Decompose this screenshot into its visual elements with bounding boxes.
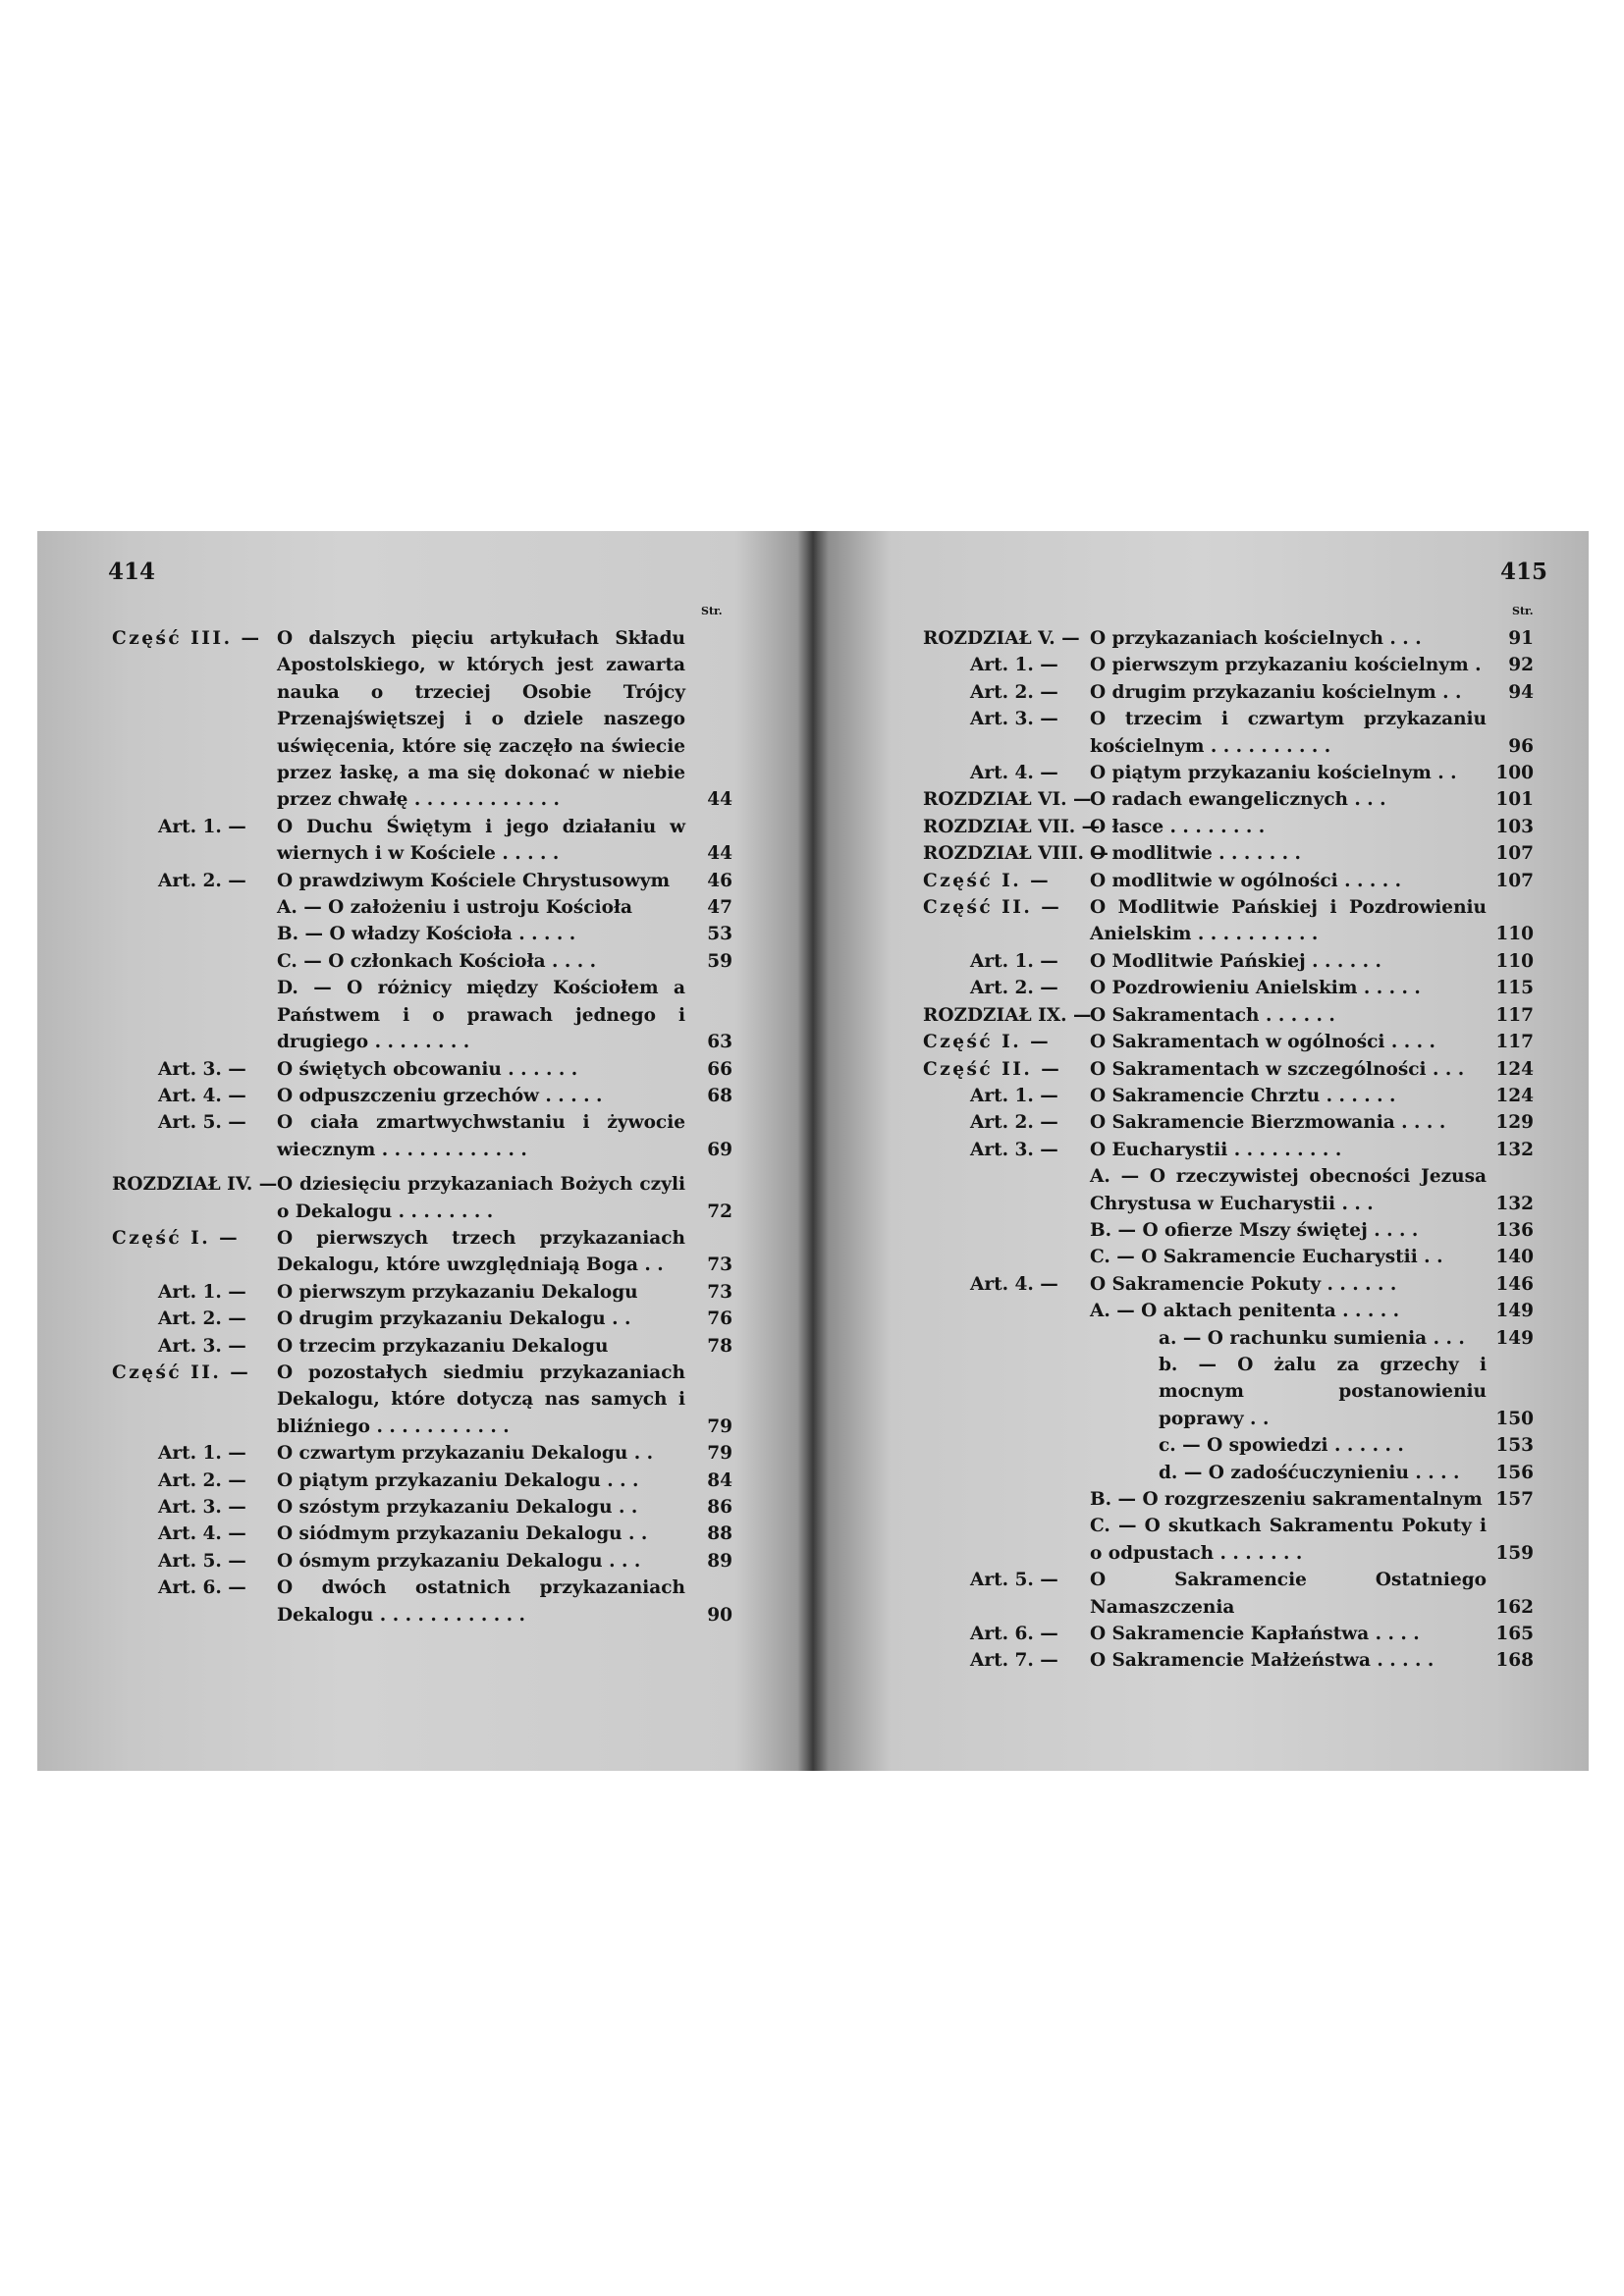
toc-entry-page: 146 (1495, 1273, 1534, 1295)
toc-entry (923, 1002, 1534, 1029)
toc-entry-page: 159 (1495, 1542, 1534, 1564)
toc-entry-label: ROZDZIAŁ VII. — (923, 816, 1101, 837)
toc-entry-title: A. — O rzeczywistej obecności Jezusa Chrystusa w Eucharystii . . . (1090, 1166, 1487, 1214)
toc-entry-label: Część II. — (923, 897, 1062, 919)
toc-entry-label (112, 921, 277, 947)
toc-entry-label: Część II. — (112, 1362, 251, 1383)
toc-entry-title: O drugim przykazaniu Dekalogu . . (277, 1308, 631, 1330)
toc-entry-title: B. — O ofierze Mszy świętej . . . . (1090, 1219, 1419, 1241)
toc-entry-page: 72 (707, 1201, 732, 1222)
toc-entry (923, 1083, 1534, 1109)
toc-entry-label: Art. 3. — (158, 1335, 246, 1357)
toc-entry-label (923, 1217, 1090, 1244)
toc-entry-page: 78 (707, 1335, 732, 1357)
toc-entry-title: O Sakramencie Kapłaństwa . . . . (1090, 1624, 1420, 1645)
toc-entry (112, 1575, 732, 1629)
toc-entry (112, 868, 732, 894)
toc-entry-page: 156 (1495, 1462, 1534, 1483)
toc-entry-title: O Pozdrowieniu Anielskim . . . . . (1090, 978, 1421, 999)
toc-entry (112, 921, 732, 947)
toc-entry-label: Art. 1. — (970, 655, 1058, 676)
toc-entry-title: O łasce . . . . . . . . (1090, 816, 1266, 837)
toc-entry-label: Art. 2. — (970, 978, 1058, 999)
toc-entry-page: 103 (1495, 816, 1534, 837)
toc-entry-label: Art. 1. — (158, 1443, 246, 1465)
toc-entry (923, 1567, 1534, 1621)
toc-entry-title: O pierwszych trzech przykazaniach Dekalogu, które uwzględniają Boga . . (277, 1227, 685, 1276)
toc-entry-page: 149 (1495, 1327, 1534, 1349)
toc-entry (923, 1621, 1534, 1647)
toc-entry-page: 110 (1495, 924, 1534, 945)
toc-entry-title: O dalszych pięciu artykułach Składu Apostolskiego, w których jest zawarta nauka o trzeciej Osobie Trójcy Przenajświętszej i o dziele naszego uświęcenia, które się zaczęło na świecie przez łaskę, a ma się dokonać w niebie przez chwałę . . . . . . . . . . . . (277, 628, 685, 811)
toc-entry (923, 1298, 1534, 1324)
toc-entry (923, 1486, 1534, 1513)
toc-entry-page: 73 (707, 1281, 732, 1303)
page-number: 415 (1500, 559, 1548, 585)
toc-entry-label: Art. 2. — (158, 1469, 246, 1491)
toc-entry (112, 814, 732, 868)
toc-entry (112, 1333, 732, 1360)
toc-entry (923, 975, 1534, 1001)
toc-entry-label: Art. 1. — (158, 1281, 246, 1303)
toc-entry (112, 1083, 732, 1109)
toc-entry-page: 94 (1508, 681, 1534, 703)
toc-entry-page: 110 (1495, 950, 1534, 972)
toc-entry (923, 1647, 1534, 1674)
toc-entry-label: ROZDZIAŁ IX. — (923, 1004, 1092, 1026)
toc-entry-page: 76 (707, 1308, 732, 1330)
toc-entry (923, 814, 1534, 840)
toc-entry-title: O trzecim i czwartym przykazaniu kościelnym . . . . . . . . . . (1090, 709, 1487, 757)
toc-entry-title: O Sakramencie Ostatniego Namaszczenia (1090, 1570, 1487, 1618)
toc-entry-title: O Modlitwie Pańskiej . . . . . . (1090, 950, 1381, 972)
toc-entry-label: Art. 1. — (970, 1085, 1058, 1106)
toc-entry-label: Art. 2. — (158, 870, 246, 891)
toc-entry-page: 92 (1508, 655, 1534, 676)
toc-entry-page: 101 (1495, 789, 1534, 811)
toc-entry (923, 1056, 1534, 1083)
toc-entry-title: O siódmym przykazaniu Dekalogu . . (277, 1523, 648, 1545)
toc-list (923, 625, 1534, 1675)
toc-entry-page: 46 (707, 870, 732, 891)
toc-entry-page: 88 (707, 1523, 732, 1545)
toc-entry-title: d. — O zadośćuczynieniu . . . . (1159, 1462, 1460, 1483)
toc-entry-label: Art. 2. — (970, 1112, 1058, 1134)
toc-entry-title: O Modlitwie Pańskiej i Pozdrowieniu Anielskim . . . . . . . . . . (1090, 897, 1487, 945)
toc-entry-label: Art. 2. — (158, 1308, 246, 1330)
toc-entry-page: 107 (1495, 843, 1534, 865)
toc-entry-label: Część I. — (112, 1227, 241, 1249)
toc-entry-page: 79 (707, 1443, 732, 1465)
toc-entry-label: Art. 1. — (970, 950, 1058, 972)
toc-entry-title: O Sakramencie Chrztu . . . . . . (1090, 1085, 1396, 1106)
toc-entry-page: 168 (1495, 1650, 1534, 1672)
toc-entry-title: O ósmym przykazaniu Dekalogu . . . (277, 1550, 641, 1572)
toc-entry-title: O Duchu Świętym i jego działaniu w wiernych i w Kościele . . . . . (277, 816, 685, 865)
toc-entry (112, 975, 732, 1055)
toc-entry-title: O piątym przykazaniu Dekalogu . . . (277, 1469, 639, 1491)
toc-entry-title: O modlitwie w ogólności . . . . . (1090, 870, 1402, 891)
toc-entry (923, 1137, 1534, 1163)
toc-entry (112, 1494, 732, 1521)
toc-entry-label (923, 1513, 1090, 1567)
toc-entry-label: ROZDZIAŁ VIII. — (923, 843, 1109, 865)
toc-entry (923, 625, 1534, 652)
toc-entry (923, 1460, 1534, 1486)
right-page (833, 531, 1589, 1771)
toc-entry (112, 1306, 732, 1332)
toc-entry-page: 132 (1495, 1193, 1534, 1214)
toc-entry (923, 1109, 1534, 1136)
toc-entry-page: 129 (1495, 1112, 1534, 1134)
toc-entry (923, 1513, 1534, 1567)
toc-entry-page: 53 (707, 924, 732, 945)
toc-entry (923, 1352, 1534, 1432)
toc-entry-title: A. — O założeniu i ustroju Kościoła (277, 897, 633, 919)
toc-entry-label: Art. 4. — (158, 1085, 246, 1106)
toc-entry-label (923, 1432, 1090, 1459)
toc-entry-title: O świętych obcowaniu . . . . . . (277, 1058, 578, 1080)
toc-entry-title: O dziesięciu przykazaniach Bożych czyli o Dekalogu . . . . . . . . (277, 1174, 685, 1222)
toc-entry-label: Art. 4. — (970, 1273, 1058, 1295)
toc-entry (923, 868, 1534, 894)
toc-entry-page: 115 (1495, 978, 1534, 999)
toc-entry-title: O modlitwie . . . . . . . (1090, 843, 1301, 865)
toc-entry-title: c. — O spowiedzi . . . . . . (1159, 1435, 1404, 1457)
toc-entry (112, 1548, 732, 1575)
toc-entry (923, 786, 1534, 813)
toc-entry-title: O radach ewangelicznych . . . (1090, 789, 1386, 811)
toc-entry (923, 706, 1534, 760)
toc-entry (923, 1029, 1534, 1055)
toc-entry-page: 91 (1508, 628, 1534, 649)
toc-entry-label: Część III. — (112, 628, 262, 649)
toc-entry-title: O prawdziwym Kościele Chrystusowym (277, 870, 671, 891)
toc-entry-page: 149 (1495, 1301, 1534, 1322)
toc-entry-title: O trzecim przykazaniu Dekalogu (277, 1335, 609, 1357)
toc-entry-page: 124 (1495, 1085, 1534, 1106)
toc-entry-label (112, 948, 277, 975)
toc-entry-page: 117 (1495, 1032, 1534, 1053)
toc-entry-page: 63 (707, 1032, 732, 1053)
toc-entry-label (923, 1352, 1090, 1432)
toc-entry-title: O szóstym przykazaniu Dekalogu . . (277, 1497, 638, 1518)
toc-entry-page: 136 (1495, 1219, 1534, 1241)
toc-entry-label: Art. 5. — (158, 1550, 246, 1572)
toc-entry (112, 1279, 732, 1306)
toc-entry-title: O pozostałych siedmiu przykazaniach Dekalogu, które dotyczą nas samych i bliźniego . . . . . . . . . . . (277, 1362, 685, 1437)
toc-entry-title: O pierwszym przykazaniu kościelnym . (1090, 655, 1482, 676)
toc-entry-title: C. — O Sakramencie Eucharystii . . (1090, 1247, 1443, 1268)
toc-entry-page: 90 (707, 1604, 732, 1626)
toc-entry-label (112, 975, 277, 1055)
toc-entry-title: O pierwszym przykazaniu Dekalogu (277, 1281, 638, 1303)
toc-entry-title: O Eucharystii . . . . . . . . . (1090, 1139, 1342, 1160)
toc-entry-label (923, 1298, 1090, 1324)
toc-entry-title: O Sakramentach w szczególności . . . (1090, 1058, 1465, 1080)
toc-entry-page: 162 (1495, 1596, 1534, 1618)
toc-entry (112, 1225, 732, 1279)
toc-entry-title: D. — O różnicy między Kościołem a Państwem i o prawach jednego i drugiego . . . . . . . . (277, 978, 685, 1053)
toc-entry-title: O Sakramentach . . . . . . (1090, 1004, 1335, 1026)
page-column-header: Str. (1512, 605, 1534, 617)
book-spread-scan (37, 531, 1589, 1771)
toc-entry-label (923, 1460, 1090, 1486)
toc-entry-title: a. — O rachunku sumienia . . . (1159, 1327, 1465, 1349)
toc-entry (923, 652, 1534, 678)
toc-entry-page: 69 (707, 1139, 732, 1160)
toc-entry (112, 1521, 732, 1547)
toc-entry-label: Część II. — (923, 1058, 1062, 1080)
toc-entry-title: O dwóch ostatnich przykazaniach Dekalogu . . . . . . . . . . . . (277, 1577, 685, 1626)
toc-entry (112, 1360, 732, 1440)
toc-entry-title: O Sakramencie Pokuty . . . . . . (1090, 1273, 1397, 1295)
left-page (37, 531, 793, 1771)
toc-entry-page: 86 (707, 1497, 732, 1518)
toc-entry-page: 66 (707, 1058, 732, 1080)
page-column-header: Str. (701, 605, 723, 617)
toc-entry-page: 84 (707, 1469, 732, 1491)
toc-entry-page: 107 (1495, 870, 1534, 891)
toc-entry-label: Art. 5. — (970, 1570, 1058, 1591)
toc-entry-title: O przykazaniach kościelnych . . . (1090, 628, 1422, 649)
toc-entry-title: O czwartym przykazaniu Dekalogu . . (277, 1443, 654, 1465)
toc-entry-label: Art. 6. — (970, 1624, 1058, 1645)
toc-entry-label: Art. 6. — (158, 1577, 246, 1599)
toc-entry-title: B. — O władzy Kościoła . . . . . (277, 924, 576, 945)
toc-entry-page: 47 (707, 897, 732, 919)
toc-entry-label: Art. 3. — (970, 709, 1058, 730)
toc-entry (112, 1468, 732, 1494)
toc-entry-title: B. — O rozgrzeszeniu sakramentalnym (1090, 1489, 1483, 1510)
toc-entry-label (923, 1486, 1090, 1513)
toc-entry (923, 1432, 1534, 1459)
toc-entry-label: ROZDZIAŁ VI. — (923, 789, 1092, 811)
toc-entry (923, 1217, 1534, 1244)
toc-entry-page: 89 (707, 1550, 732, 1572)
toc-entry (923, 760, 1534, 786)
toc-list (112, 625, 732, 1629)
toc-entry-page: 79 (707, 1415, 732, 1437)
toc-entry-page: 44 (707, 843, 732, 865)
toc-entry (923, 840, 1534, 867)
toc-entry-label (923, 1325, 1090, 1352)
toc-entry (112, 1440, 732, 1467)
toc-entry-label (923, 1163, 1090, 1217)
toc-entry (112, 625, 732, 814)
toc-entry-label (923, 1244, 1090, 1270)
toc-entry-page: 44 (707, 789, 732, 811)
toc-entry-page: 59 (707, 950, 732, 972)
toc-entry-page: 165 (1495, 1624, 1534, 1645)
toc-entry-label (112, 894, 277, 921)
toc-entry-title: O Sakramencie Małżeństwa . . . . . (1090, 1650, 1435, 1672)
toc-entry-label: Część I. — (923, 1032, 1052, 1053)
toc-entry (923, 679, 1534, 706)
toc-entry-title: O piątym przykazaniu kościelnym . . (1090, 763, 1457, 784)
toc-entry-title: O ciała zmartwychwstaniu i żywocie wiecznym . . . . . . . . . . . . (277, 1112, 685, 1160)
toc-entry-title: b. — O żalu za grzechy i mocnym postanowieniu poprawy . . (1159, 1354, 1487, 1429)
toc-entry-title: O Sakramencie Bierzmowania . . . . (1090, 1112, 1446, 1134)
toc-entry-page: 150 (1495, 1408, 1534, 1429)
toc-entry-page: 153 (1495, 1435, 1534, 1457)
toc-entry (923, 894, 1534, 948)
toc-entry-title: O odpuszczeniu grzechów . . . . . (277, 1085, 603, 1106)
toc-entry-page: 140 (1495, 1247, 1534, 1268)
toc-entry-title: A. — O aktach penitenta . . . . . (1090, 1301, 1400, 1322)
toc-entry-label: Art. 5. — (158, 1112, 246, 1134)
toc-entry (112, 1171, 732, 1225)
toc-entry (112, 1109, 732, 1163)
toc-entry-page: 68 (707, 1085, 732, 1106)
page-number: 414 (108, 559, 156, 585)
toc-entry-page: 157 (1495, 1489, 1534, 1510)
toc-entry-label: ROZDZIAŁ IV. — (112, 1174, 278, 1196)
toc-entry-page: 96 (1508, 735, 1534, 757)
toc-entry (923, 1325, 1534, 1352)
toc-entry-label: Art. 1. — (158, 816, 246, 837)
toc-entry-page: 73 (707, 1255, 732, 1276)
toc-entry-title: O drugim przykazaniu kościelnym . . (1090, 681, 1462, 703)
toc-entry (112, 1056, 732, 1083)
toc-entry (923, 1244, 1534, 1270)
toc-entry-page: 117 (1495, 1004, 1534, 1026)
toc-entry-label: ROZDZIAŁ V. — (923, 628, 1080, 649)
toc-entry-label: Art. 4. — (970, 763, 1058, 784)
toc-entry-label: Art. 3. — (970, 1139, 1058, 1160)
toc-entry-label: Art. 3. — (158, 1497, 246, 1518)
toc-entry-title: C. — O członkach Kościoła . . . . (277, 950, 597, 972)
toc-entry (923, 948, 1534, 975)
toc-entry-page: 124 (1495, 1058, 1534, 1080)
toc-entry (923, 1271, 1534, 1298)
toc-entry-page: 132 (1495, 1139, 1534, 1160)
toc-entry-label: Art. 7. — (970, 1650, 1058, 1672)
toc-entry (112, 894, 732, 921)
toc-entry-title: C. — O skutkach Sakramentu Pokuty i o odpustach . . . . . . . (1090, 1516, 1487, 1564)
toc-entry-label: Art. 3. — (158, 1058, 246, 1080)
toc-entry-label: Art. 2. — (970, 681, 1058, 703)
toc-entry-title: O Sakramentach w ogólności . . . . (1090, 1032, 1435, 1053)
toc-entry-label: Art. 4. — (158, 1523, 246, 1545)
toc-entry-page: 100 (1495, 763, 1534, 784)
toc-entry-label: Część I. — (923, 870, 1052, 891)
toc-entry (112, 948, 732, 975)
toc-entry (923, 1163, 1534, 1217)
